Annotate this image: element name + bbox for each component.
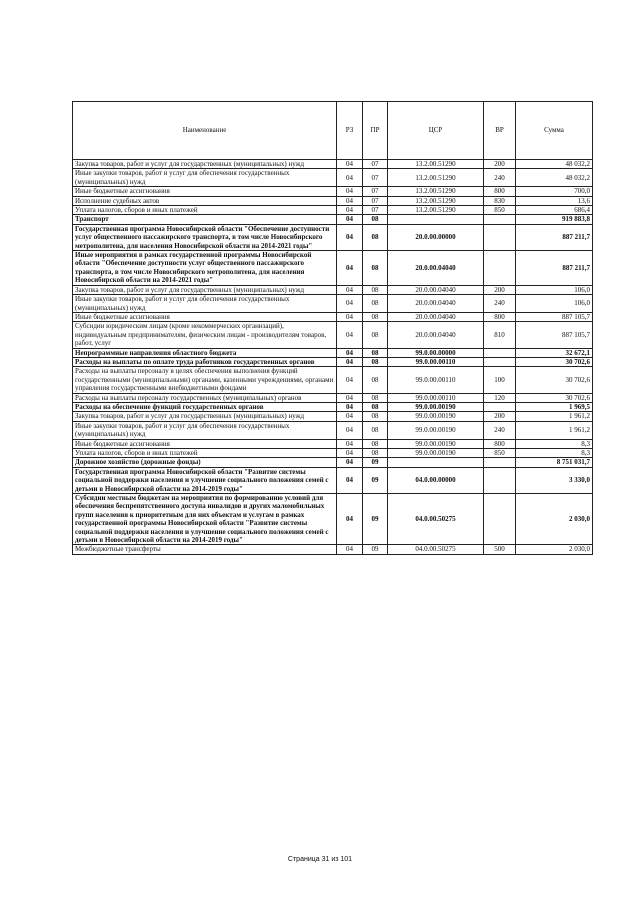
cell-csr: 99.0.00.00110 bbox=[388, 357, 484, 366]
cell-rz: 04 bbox=[337, 458, 363, 467]
cell-sum: 3 330,0 bbox=[516, 467, 593, 493]
cell-pr: 07 bbox=[363, 206, 388, 215]
table-row bbox=[73, 494, 593, 545]
cell-csr: 13.2.00.51290 bbox=[388, 169, 484, 187]
cell-vr bbox=[484, 458, 516, 467]
cell-name: Иные бюджетные ассигнования bbox=[73, 312, 337, 321]
cell-vr: 810 bbox=[484, 322, 516, 348]
cell-name: Уплата налогов, сборов и иных платежей bbox=[73, 206, 337, 215]
cell-pr: 07 bbox=[363, 169, 388, 187]
table-row bbox=[73, 367, 593, 393]
cell-vr: 500 bbox=[484, 545, 516, 554]
cell-rz: 04 bbox=[337, 187, 363, 196]
cell-name: Уплата налогов, сборов и иных платежей bbox=[73, 449, 337, 458]
cell-sum: 13,6 bbox=[516, 196, 593, 205]
cell-name: Межбюджетные трансферты bbox=[73, 545, 337, 554]
cell-rz: 04 bbox=[337, 357, 363, 366]
table-body bbox=[73, 160, 593, 555]
cell-vr bbox=[484, 224, 516, 250]
cell-sum: 32 672,1 bbox=[516, 348, 593, 357]
cell-vr: 100 bbox=[484, 367, 516, 393]
table-row bbox=[73, 196, 593, 205]
cell-rz: 04 bbox=[337, 224, 363, 250]
cell-pr: 08 bbox=[363, 412, 388, 421]
cell-sum: 48 032,2 bbox=[516, 160, 593, 169]
cell-pr: 08 bbox=[363, 224, 388, 250]
cell-csr: 04.0.00.50275 bbox=[388, 494, 484, 545]
table-row bbox=[73, 322, 593, 348]
table-row bbox=[73, 160, 593, 169]
cell-name: Транспорт bbox=[73, 215, 337, 224]
cell-rz: 04 bbox=[337, 160, 363, 169]
cell-sum: 686,4 bbox=[516, 206, 593, 215]
cell-pr: 08 bbox=[363, 439, 388, 448]
cell-name: Дорожное хозяйство (дорожные фонды) bbox=[73, 458, 337, 467]
cell-rz: 04 bbox=[337, 402, 363, 411]
cell-sum: 30 702,6 bbox=[516, 393, 593, 402]
cell-sum: 1 969,5 bbox=[516, 402, 593, 411]
cell-name: Непрограммные направления областного бюджета bbox=[73, 348, 337, 357]
cell-csr: 99.0.00.00110 bbox=[388, 393, 484, 402]
cell-sum: 8 751 031,7 bbox=[516, 458, 593, 467]
cell-rz: 04 bbox=[337, 494, 363, 545]
cell-rz: 04 bbox=[337, 348, 363, 357]
cell-pr: 08 bbox=[363, 357, 388, 366]
table-row bbox=[73, 467, 593, 493]
table-row bbox=[73, 251, 593, 286]
cell-name: Субсидии местным бюджетам на мероприятия по формированию условий для обеспечения беспрепятственного доступа инвалидов и других маломобильных групп населения к приоритетным для них объектам и услугам в рамках государственной программы Новосибирской области "Развитие системы социальной поддержки населения и улучшение социального положения семей с детьми в Новосибирской области на 2014-2019 годы" bbox=[73, 494, 337, 545]
cell-sum: 2 030,0 bbox=[516, 545, 593, 554]
cell-sum: 887 211,7 bbox=[516, 251, 593, 286]
cell-rz: 04 bbox=[337, 285, 363, 294]
cell-csr: 20.0.00.04040 bbox=[388, 312, 484, 321]
cell-pr: 08 bbox=[363, 285, 388, 294]
cell-sum: 48 032,2 bbox=[516, 169, 593, 187]
cell-sum: 106,0 bbox=[516, 295, 593, 313]
cell-rz: 04 bbox=[337, 169, 363, 187]
cell-sum: 106,0 bbox=[516, 285, 593, 294]
cell-vr: 800 bbox=[484, 312, 516, 321]
cell-vr: 200 bbox=[484, 412, 516, 421]
cell-sum: 1 961,2 bbox=[516, 412, 593, 421]
cell-vr bbox=[484, 251, 516, 286]
cell-name: Иные бюджетные ассигнования bbox=[73, 439, 337, 448]
cell-rz: 04 bbox=[337, 421, 363, 439]
cell-sum: 2 030,0 bbox=[516, 494, 593, 545]
cell-name: Субсидии юридическим лицам (кроме некоммерческих организаций), индивидуальным предпринимателям, физическим лицам - производителям товаров, работ, услуг bbox=[73, 322, 337, 348]
table-row bbox=[73, 169, 593, 187]
cell-csr: 20.0.00.00000 bbox=[388, 224, 484, 250]
cell-vr: 200 bbox=[484, 160, 516, 169]
cell-sum: 30 702,6 bbox=[516, 357, 593, 366]
cell-csr: 13.2.00.51290 bbox=[388, 187, 484, 196]
cell-pr: 08 bbox=[363, 322, 388, 348]
cell-pr: 08 bbox=[363, 449, 388, 458]
cell-pr: 09 bbox=[363, 458, 388, 467]
cell-pr: 09 bbox=[363, 545, 388, 554]
table-row bbox=[73, 224, 593, 250]
cell-pr: 08 bbox=[363, 393, 388, 402]
cell-rz: 04 bbox=[337, 196, 363, 205]
cell-name: Расходы на выплаты персоналу государственных (муниципальных) органов bbox=[73, 393, 337, 402]
cell-sum: 1 961,2 bbox=[516, 421, 593, 439]
table-row bbox=[73, 421, 593, 439]
cell-csr: 99.0.00.00190 bbox=[388, 439, 484, 448]
cell-csr: 04.0.00.00000 bbox=[388, 467, 484, 493]
cell-name: Иные мероприятия в рамках государственной программы Новосибирской области "Обеспечение доступности услуг общественного пассажирского транспорта, в том числе Новосибирского метрополитена, для населения Новосибирской области на 2014-2021 годы" bbox=[73, 251, 337, 286]
cell-pr: 08 bbox=[363, 402, 388, 411]
cell-vr bbox=[484, 215, 516, 224]
cell-rz: 04 bbox=[337, 467, 363, 493]
cell-pr: 08 bbox=[363, 295, 388, 313]
cell-rz: 04 bbox=[337, 449, 363, 458]
table-row bbox=[73, 312, 593, 321]
cell-name: Иные закупки товаров, работ и услуг для обеспечения государственных (муниципальных) нужд bbox=[73, 421, 337, 439]
cell-vr: 830 bbox=[484, 196, 516, 205]
cell-vr: 120 bbox=[484, 393, 516, 402]
cell-rz: 04 bbox=[337, 367, 363, 393]
cell-name: Закупка товаров, работ и услуг для государственных (муниципальных) нужд bbox=[73, 412, 337, 421]
cell-sum: 8,3 bbox=[516, 439, 593, 448]
cell-vr bbox=[484, 348, 516, 357]
cell-vr: 240 bbox=[484, 421, 516, 439]
header-rz: РЗ bbox=[337, 102, 363, 160]
table-row bbox=[73, 545, 593, 554]
cell-pr: 09 bbox=[363, 467, 388, 493]
cell-pr: 08 bbox=[363, 312, 388, 321]
table-header-row bbox=[73, 102, 593, 160]
cell-csr: 20.0.00.04040 bbox=[388, 285, 484, 294]
cell-rz: 04 bbox=[337, 251, 363, 286]
cell-rz: 04 bbox=[337, 312, 363, 321]
header-csr: ЦСР bbox=[388, 102, 484, 160]
cell-name: Расходы на выплаты персоналу в целях обеспечения выполнения функций государственными (муниципальными) органами, казенными учреждениями, органами управления государственными внебюджетными фондами bbox=[73, 367, 337, 393]
cell-rz: 04 bbox=[337, 393, 363, 402]
cell-rz: 04 bbox=[337, 439, 363, 448]
cell-name: Исполнение судебных актов bbox=[73, 196, 337, 205]
cell-csr: 13.2.00.51290 bbox=[388, 196, 484, 205]
cell-vr bbox=[484, 467, 516, 493]
cell-name: Иные закупки товаров, работ и услуг для обеспечения государственных (муниципальных) нужд bbox=[73, 295, 337, 313]
cell-rz: 04 bbox=[337, 295, 363, 313]
cell-rz: 04 bbox=[337, 215, 363, 224]
cell-vr bbox=[484, 494, 516, 545]
cell-vr bbox=[484, 402, 516, 411]
table-row bbox=[73, 412, 593, 421]
cell-sum: 919 883,8 bbox=[516, 215, 593, 224]
cell-rz: 04 bbox=[337, 545, 363, 554]
cell-name: Закупка товаров, работ и услуг для государственных (муниципальных) нужд bbox=[73, 160, 337, 169]
cell-vr: 240 bbox=[484, 169, 516, 187]
cell-csr: 99.0.00.00000 bbox=[388, 348, 484, 357]
cell-sum: 700,0 bbox=[516, 187, 593, 196]
cell-csr: 99.0.00.00190 bbox=[388, 421, 484, 439]
cell-sum: 887 105,7 bbox=[516, 312, 593, 321]
cell-csr bbox=[388, 215, 484, 224]
cell-rz: 04 bbox=[337, 322, 363, 348]
cell-pr: 07 bbox=[363, 160, 388, 169]
cell-name: Расходы на обеспечение функций государственных органов bbox=[73, 402, 337, 411]
cell-rz: 04 bbox=[337, 206, 363, 215]
cell-sum: 887 211,7 bbox=[516, 224, 593, 250]
cell-csr: 99.0.00.00190 bbox=[388, 402, 484, 411]
budget-table bbox=[72, 101, 593, 555]
cell-rz: 04 bbox=[337, 412, 363, 421]
cell-csr bbox=[388, 458, 484, 467]
cell-name: Государственная программа Новосибирской области "Развитие системы социальной поддержки населения и улучшение социального положения семей с детьми в Новосибирской области на 2014-2019 годы" bbox=[73, 467, 337, 493]
header-pr: ПР bbox=[363, 102, 388, 160]
table-row bbox=[73, 458, 593, 467]
cell-csr: 20.0.00.04040 bbox=[388, 322, 484, 348]
table-row bbox=[73, 348, 593, 357]
cell-csr: 13.2.00.51290 bbox=[388, 160, 484, 169]
cell-vr: 200 bbox=[484, 285, 516, 294]
header-name: Наименование bbox=[73, 102, 337, 160]
cell-pr: 08 bbox=[363, 421, 388, 439]
cell-vr: 240 bbox=[484, 295, 516, 313]
cell-pr: 08 bbox=[363, 215, 388, 224]
cell-vr: 800 bbox=[484, 187, 516, 196]
cell-vr: 850 bbox=[484, 449, 516, 458]
cell-csr: 99.0.00.00190 bbox=[388, 449, 484, 458]
cell-csr: 20.0.00.04040 bbox=[388, 251, 484, 286]
cell-pr: 08 bbox=[363, 367, 388, 393]
cell-name: Государственная программа Новосибирской области "Обеспечение доступности услуг общественного пассажирского транспорта, в том числе Новосибирского метрополитена, для населения Новосибирской области на 2014-2021 годы" bbox=[73, 224, 337, 250]
cell-name: Расходы на выплаты по оплате труда работников государственных органов bbox=[73, 357, 337, 366]
cell-csr: 99.0.00.00110 bbox=[388, 367, 484, 393]
cell-vr: 800 bbox=[484, 439, 516, 448]
cell-vr: 850 bbox=[484, 206, 516, 215]
cell-csr: 13.2.00.51290 bbox=[388, 206, 484, 215]
table-row bbox=[73, 285, 593, 294]
cell-sum: 887 105,7 bbox=[516, 322, 593, 348]
cell-pr: 07 bbox=[363, 187, 388, 196]
table-row bbox=[73, 449, 593, 458]
header-vr: ВР bbox=[484, 102, 516, 160]
cell-pr: 09 bbox=[363, 494, 388, 545]
table-row bbox=[73, 187, 593, 196]
cell-csr: 04.0.00.50275 bbox=[388, 545, 484, 554]
cell-pr: 08 bbox=[363, 348, 388, 357]
table-row bbox=[73, 357, 593, 366]
cell-sum: 30 702,6 bbox=[516, 367, 593, 393]
table-row bbox=[73, 295, 593, 313]
cell-pr: 08 bbox=[363, 251, 388, 286]
table-row bbox=[73, 206, 593, 215]
cell-name: Иные бюджетные ассигнования bbox=[73, 187, 337, 196]
header-sum: Сумма bbox=[516, 102, 593, 160]
cell-csr: 20.0.00.04040 bbox=[388, 295, 484, 313]
table-row bbox=[73, 215, 593, 224]
cell-name: Иные закупки товаров, работ и услуг для обеспечения государственных (муниципальных) нужд bbox=[73, 169, 337, 187]
cell-vr bbox=[484, 357, 516, 366]
table-row bbox=[73, 439, 593, 448]
cell-pr: 07 bbox=[363, 196, 388, 205]
page-footer: Страница 31 из 101 bbox=[287, 856, 353, 863]
table-row bbox=[73, 393, 593, 402]
cell-name: Закупка товаров, работ и услуг для государственных (муниципальных) нужд bbox=[73, 285, 337, 294]
cell-csr: 99.0.00.00190 bbox=[388, 412, 484, 421]
table-row bbox=[73, 402, 593, 411]
cell-sum: 8,3 bbox=[516, 449, 593, 458]
